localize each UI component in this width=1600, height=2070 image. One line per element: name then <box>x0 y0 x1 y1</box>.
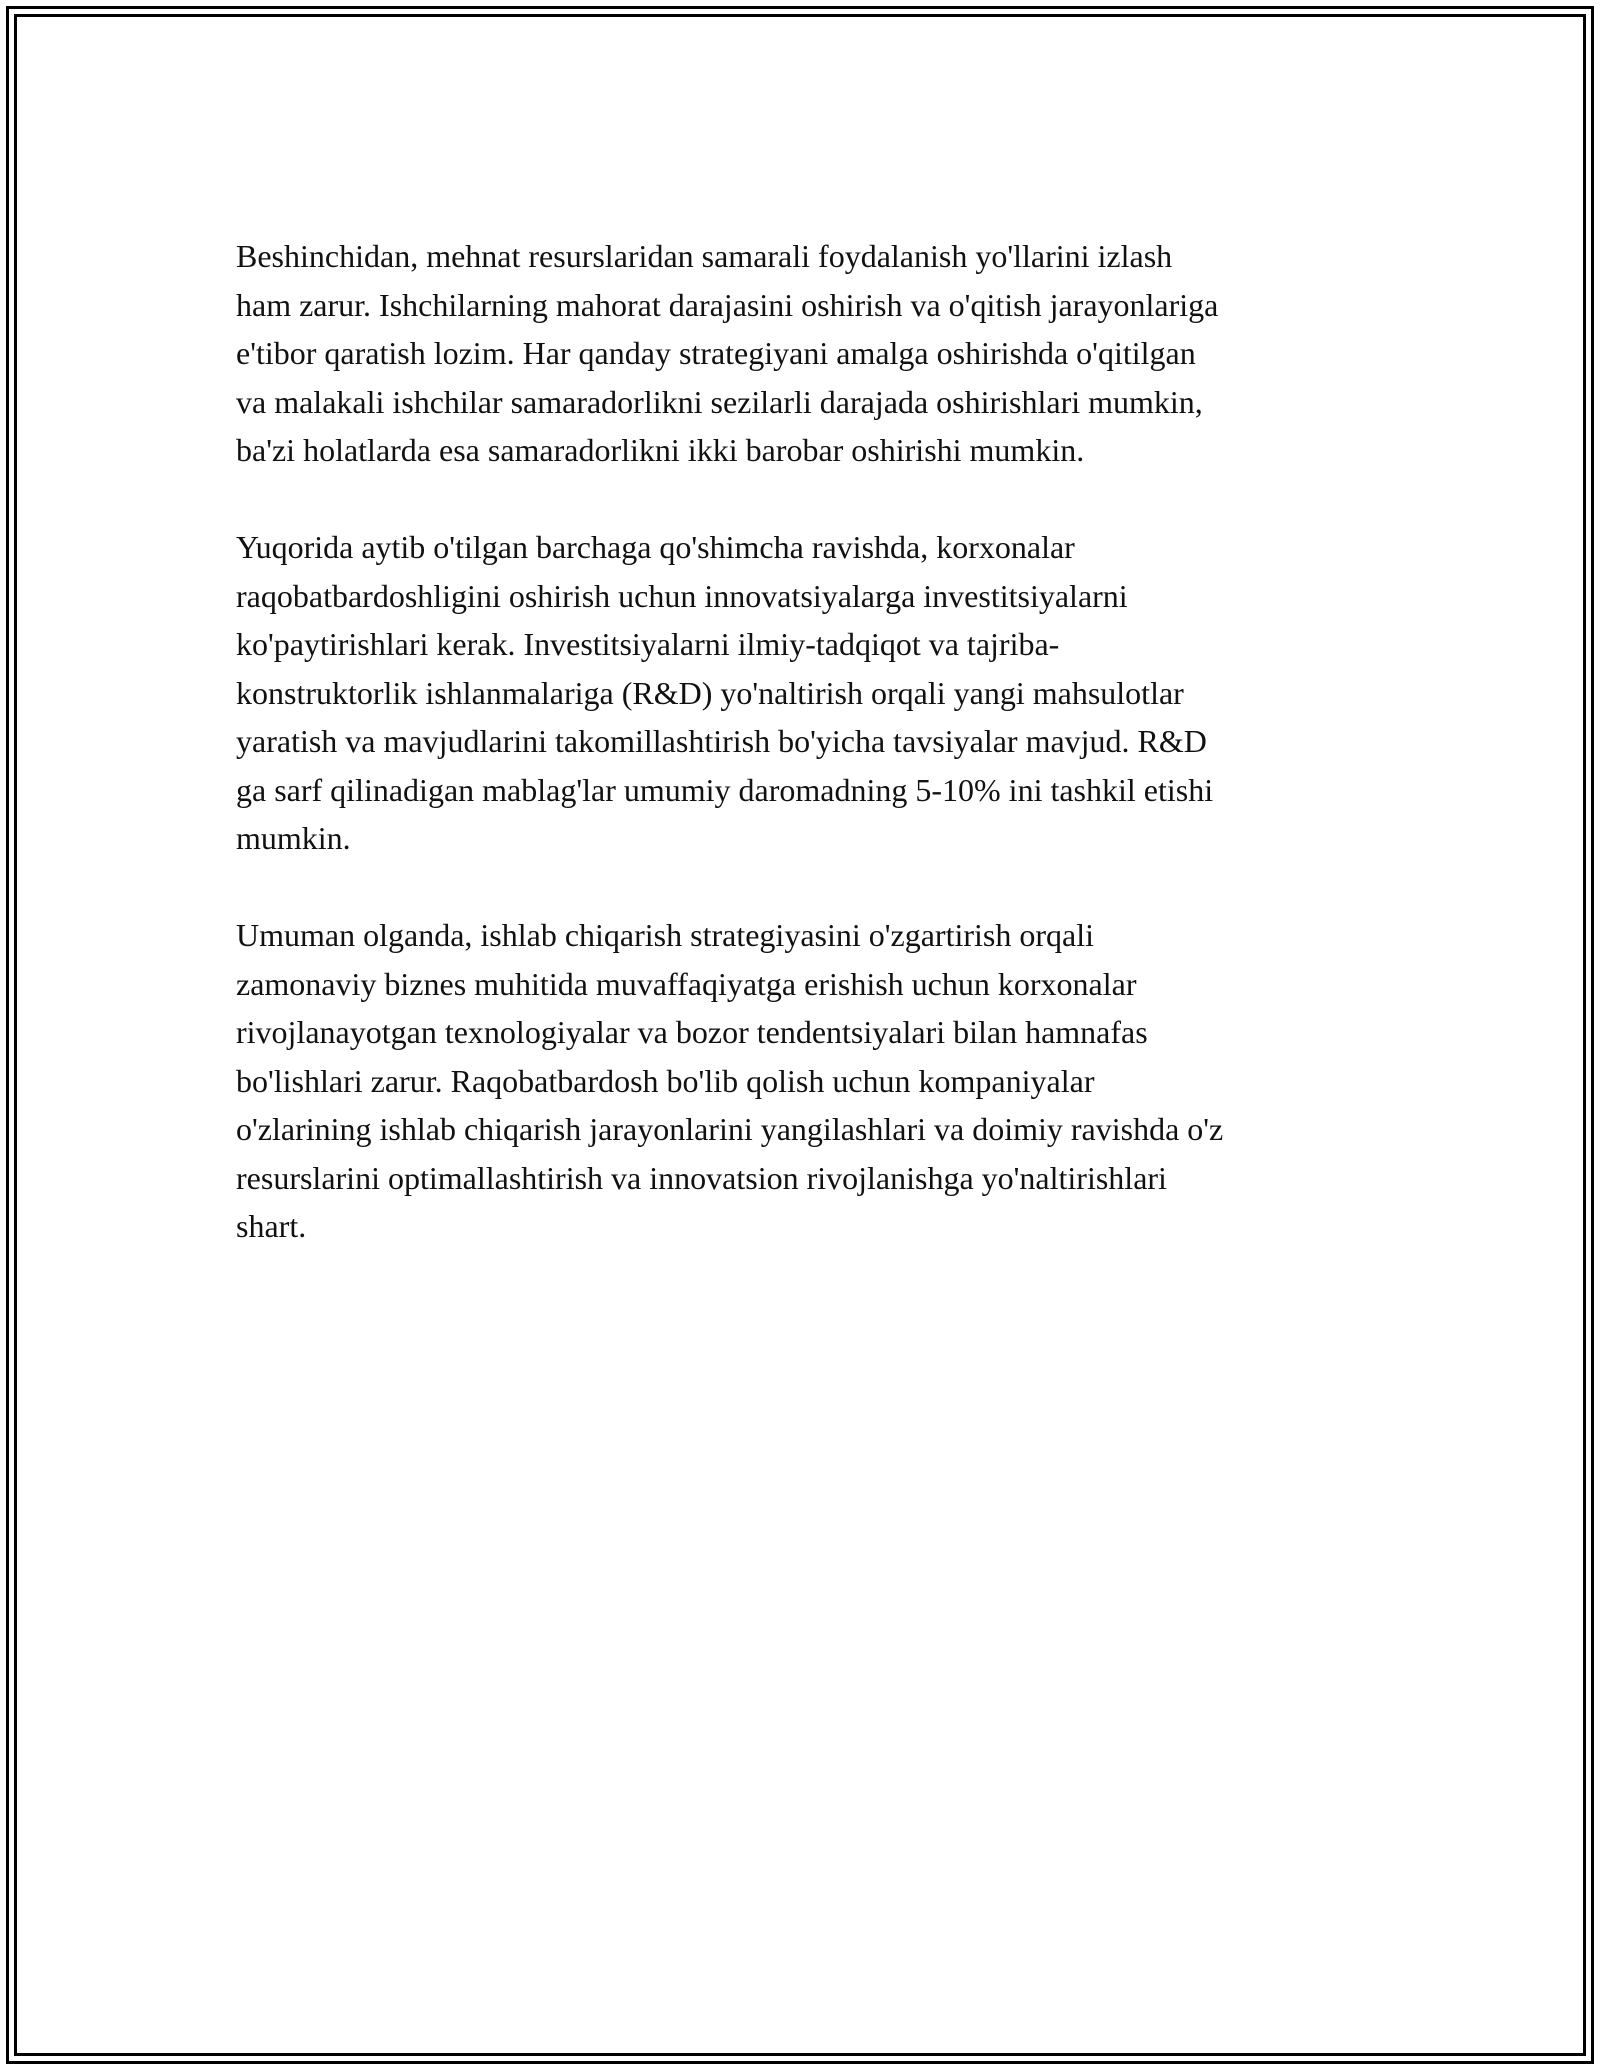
text-line: raqobatbardoshligini oshirish uchun innovatsiyalarga investitsiyalarni <box>236 577 1128 614</box>
text-line: zamonaviy biznes muhitida muvaffaqiyatga erishish uchun korxonalar <box>236 965 1137 1002</box>
text-line: Beshinchidan, mehnat resurslaridan samarali foydalanish yo'llarini izlash <box>236 238 1173 274</box>
paragraph-innovation <box>236 523 1376 863</box>
text-line: bo'lishlari zarur. Raqobatbardosh bo'lib qolish uchun kompaniyalar <box>236 1062 1095 1099</box>
text-line: ham zarur. Ishchilarning mahorat darajasini oshirish va o'qitish jarayonlariga <box>236 286 1219 323</box>
text-line: mumkin. <box>236 820 351 856</box>
text-line: rivojlanayotgan texnologiyalar va bozor tendentsiyalari bilan hamnafas <box>236 1014 1148 1050</box>
text-line: resurslarini optimallashtirish va innovatsion rivojlanishga yo'naltirishlari <box>236 1159 1167 1196</box>
text-line: Yuqorida aytib o'tilgan barchaga qo'shimcha ravishda, korxonalar <box>236 529 1075 565</box>
text-line: ba'zi holatlarda esa samaradorlikni ikki barobar oshirishi mumkin. <box>236 432 1085 468</box>
text-line: yaratish va mavjudlarini takomillashtirish bo'yicha tavsiyalar mavjud. R&D <box>236 723 1207 759</box>
text-line: e'tibor qaratish lozim. Har qanday strategiyani amalga oshirishda o'qitilgan <box>236 335 1196 371</box>
paragraph-conclusion <box>236 911 1376 1251</box>
document-body <box>236 232 1376 1251</box>
text-line: ko'paytirishlari kerak. Investitsiyalarni ilmiy-tadqiqot va tajriba- <box>236 626 1060 662</box>
text-line: konstruktorlik ishlanmalariga (R&D) yo'naltirish orqali yangi mahsulotlar <box>236 674 1184 711</box>
text-line: o'zlarining ishlab chiqarish jarayonlarini yangilashlari va doimiy ravishda o'z <box>236 1111 1224 1147</box>
text-line: shart. <box>236 1208 307 1244</box>
text-line: Umuman olganda, ishlab chiqarish strategiyasini o'zgartirish orqali <box>236 917 1094 953</box>
paragraph-workforce <box>236 232 1376 475</box>
text-line: ga sarf qilinadigan mablag'lar umumiy daromadning 5-10% ini tashkil etishi <box>236 771 1214 808</box>
text-line: va malakali ishchilar samaradorlikni sezilarli darajada oshirishlari mumkin, <box>236 383 1203 420</box>
